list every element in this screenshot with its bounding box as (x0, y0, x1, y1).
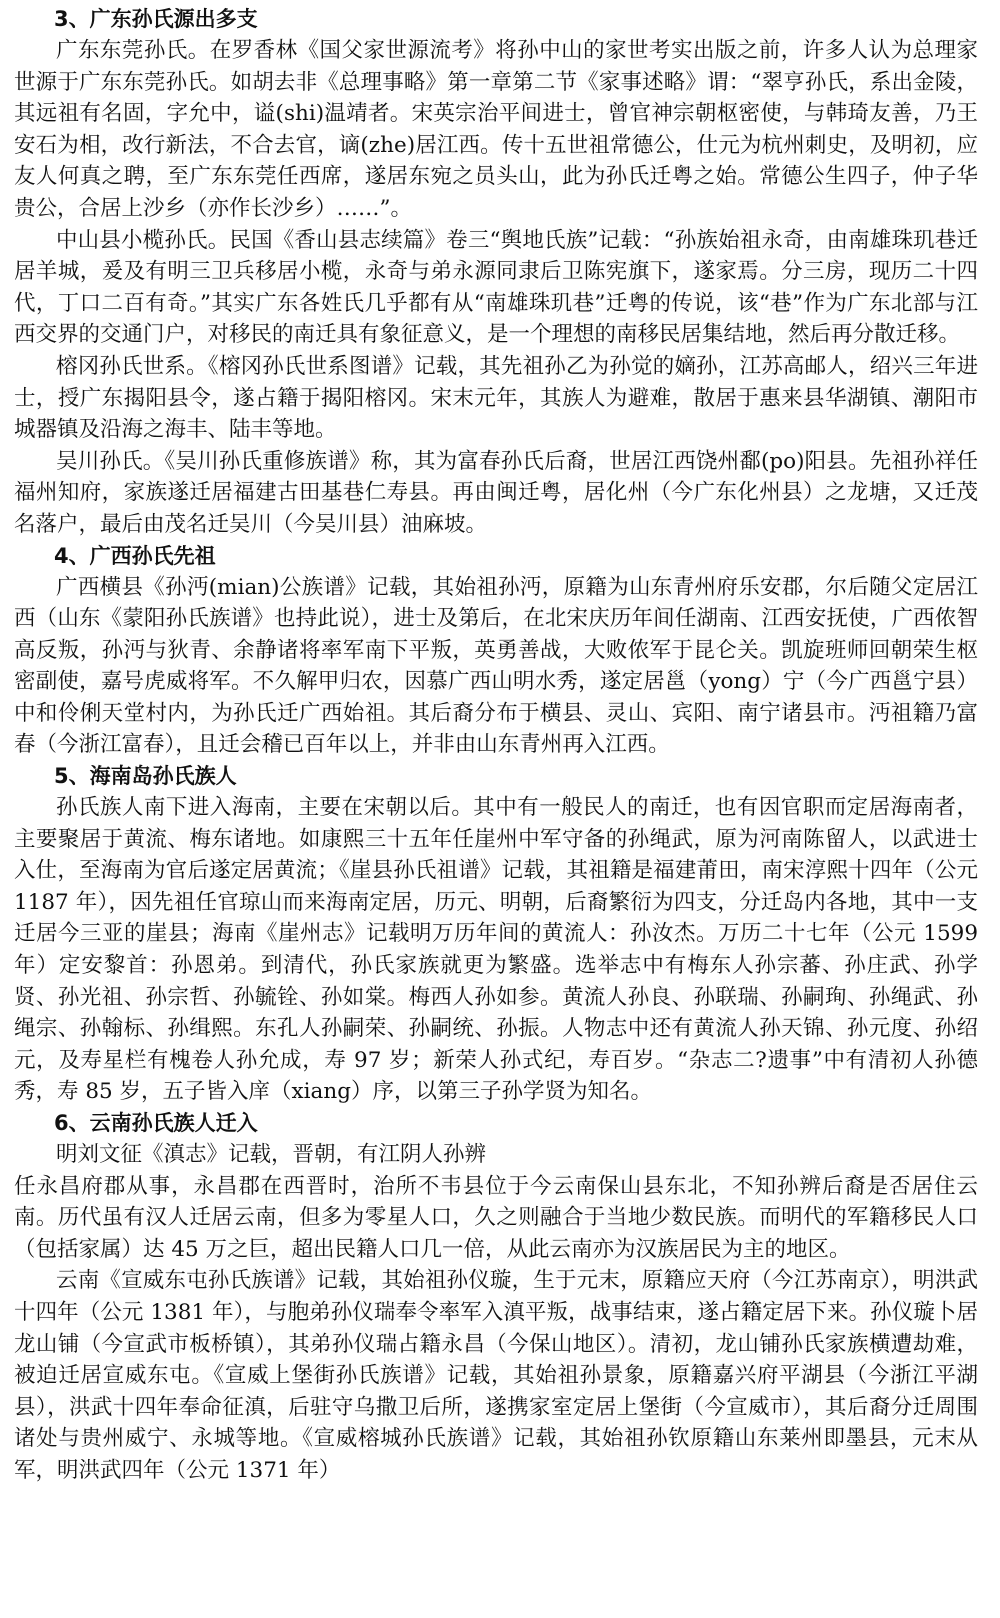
paragraph: 中山县小榄孙氏。民国《香山县志续篇》卷三“舆地氏族”记载：“孙族始祖永奇，由南雄珠玑巷迁居羊城，爰及有明三卫兵移居小榄，永奇与弟永源同隶后卫陈宪旗下，遂家焉。分三房，现历二十四代，丁口二百有奇。”其实广东各姓氏几乎都有从“南雄珠玑巷”迁粤的传说，该“巷”作为广东北部与江西交界的交通门户，对移民的南迁具有象征意义，是一个理想的南移民居集结地，然后再分散迁移。 (14, 227, 978, 348)
paragraph: 榕冈孙氏世系。《榕冈孙氏世系图谱》记载，其先祖孙乙为孙觉的嫡孙，江苏高邮人，绍兴三年进士，授广东揭阳县令，遂占籍于揭阳榕冈。宋末元年，其族人为避难，散居于惠来县华湖镇、潮阳市城器镇及沿海之海丰、陆丰等地。 (14, 353, 978, 443)
section-heading-hainan: 5、海南岛孙氏族人 (54, 764, 237, 789)
paragraph-continued: 任永昌府郡从事，永昌郡在西晋时，治所不韦县位于今云南保山县东北，不知孙辨后裔是否居住云南。历代虽有汉人迁居云南，但多为零星人口，久之则融合于当地少数民族。而明代的军籍移民人口（包括家属）达 45 万之巨，超出民籍人口几一倍，从此云南亦为汉族居民为主的地区。 (14, 1173, 978, 1262)
paragraph: 明刘文征《滇志》记载，晋朝，有江阴人孙辨 (56, 1142, 487, 1167)
section-heading-guangxi: 4、广西孙氏先祖 (54, 543, 216, 568)
paragraph: 广东东莞孙氏。在罗香林《国父家世源流考》将孙中山的家世考实出版之前，许多人认为总理家世源于广东东莞孙氏。如胡去非《总理事略》第一章第二节《家事述略》谓：“翠亨孙氏，系出金陵，其远祖有名固，字允中，谥(shi)温靖者。宋英宗治平间进士，曾官神宗朝枢密使，与韩琦友善，乃王安石为相，改行新法，不合去官，谪(zhe)居江西。传十五世祖常德公，仕元为杭州刺史，及明初，应友人何真之聘，至广东东莞任西席，遂居东宛之员头山，此为孙氏迁粤之始。常德公生四子，仲子华贵公，合居上沙乡（亦作长沙乡）……”。 (14, 38, 978, 221)
paragraph: 广西横县《孙沔(mian)公族谱》记载，其始祖孙沔，原籍为山东青州府乐安郡，尔后随父定居江西（山东《蒙阳孙氏族谱》也持此说），进士及第后，在北宋庆历年间任湖南、江西安抚使，广西侬智高反叛，孙沔与狄青、余静诸将率军南下平叛，英勇善战，大败侬军于昆仑关。凯旋班师回朝荣生枢密副使，嘉号虎威将军。不久解甲归农，因慕广西山明水秀，遂定居邕（yong）宁（今广西邕宁县）中和伶俐天堂村内，为孙氏迁广西始祖。其后裔分布于横县、灵山、宾阳、南宁诸县市。沔祖籍乃富春（今浙江富春），且迁会稽已百年以上，并非由山东青州再入江西。 (14, 574, 978, 758)
paragraph: 孙氏族人南下进入海南，主要在宋朝以后。其中有一般民人的南迁，也有因官职而定居海南者，主要聚居于黄流、梅东诸地。如康熙三十五年任崖州中军守备的孙绳武，原为河南陈留人，以武进士入仕，至海南为官后遂定居黄流；《崖县孙氏祖谱》记载，其祖籍是福建莆田，南宋淳熙十四年（公元 1187 年），因先祖任官琼山而来海南定居，历元、明朝，后裔繁衍为四支，分迁岛内各地，其中一支迁居今三亚的崖县；海南《崖州志》记载明万历年间的黄流人：孙汝杰。万历二十七年（公元 1599 年）定安黎首：孙恩弟。到清代，孙氏家族就更为繁盛。选举志中有梅东人孙宗蕃、孙庄武、孙学贤、孙光祖、孙宗哲、孙毓铨、孙如棠。梅西人孙如参。黄流人孙良、孙联瑞、孙嗣珣、孙绳武、孙绳宗、孙翰标、孙缉熙。东孔人孙嗣荣、孙嗣统、孙振。人物志中还有黄流人孙天锦、孙元度、孙绍元，及寿星栏有槐卷人孙允成，寿 97 岁；新荣人孙式纪，寿百岁。“杂志二?遗事”中有清初人孙德秀，寿 85 岁，五子皆入庠（xiang）序，以第三子孙学贤为知名。 (14, 795, 978, 1105)
section-heading-yunnan: 6、云南孙氏族人迁入 (54, 1111, 258, 1135)
paragraph: 云南《宣威东屯孙氏族谱》记载，其始祖孙仪璇，生于元末，原籍应天府（今江苏南京），明洪武十四年（公元 1381 年），与胞弟孙仪瑞奉令率军入滇平叛，战事结束，遂占籍定居下来。孙仪璇卜居龙山铺（今宣武市板桥镇），其弟孙仪瑞占籍永昌（今保山地区）。清初，龙山铺孙氏家族横遭劫难，被迫迁居宣威东屯。《宣威上堡街孙氏族谱》记载，其始祖孙景象，原籍嘉兴府平湖县（今浙江平湖县），洪武十四年奉命征滇，后驻守乌撒卫后所，遂携家室定居上堡街（今宣威市），其后裔分迁周围诸处与贵州威宁、永城等地。《宣威榕城孙氏族谱》记载，其始祖孙钦原籍山东莱州即墨县，元末从军，明洪武四年（公元 1371 年） (14, 1268, 978, 1483)
paragraph: 吴川孙氏。《吴川孙氏重修族谱》称，其为富春孙氏后裔，世居江西饶州鄱(po)阳县。先祖孙祥任福州知府，家族遂迁居福建古田基巷仁寿县。再由闽迁粤，居化州（今广东化州县）之龙塘，又迁茂名落户，最后由茂名迁吴川（今吴川县）油麻坡。 (14, 448, 978, 537)
section-heading-guangdong: 3、广东孙氏源出多支 (54, 7, 258, 31)
